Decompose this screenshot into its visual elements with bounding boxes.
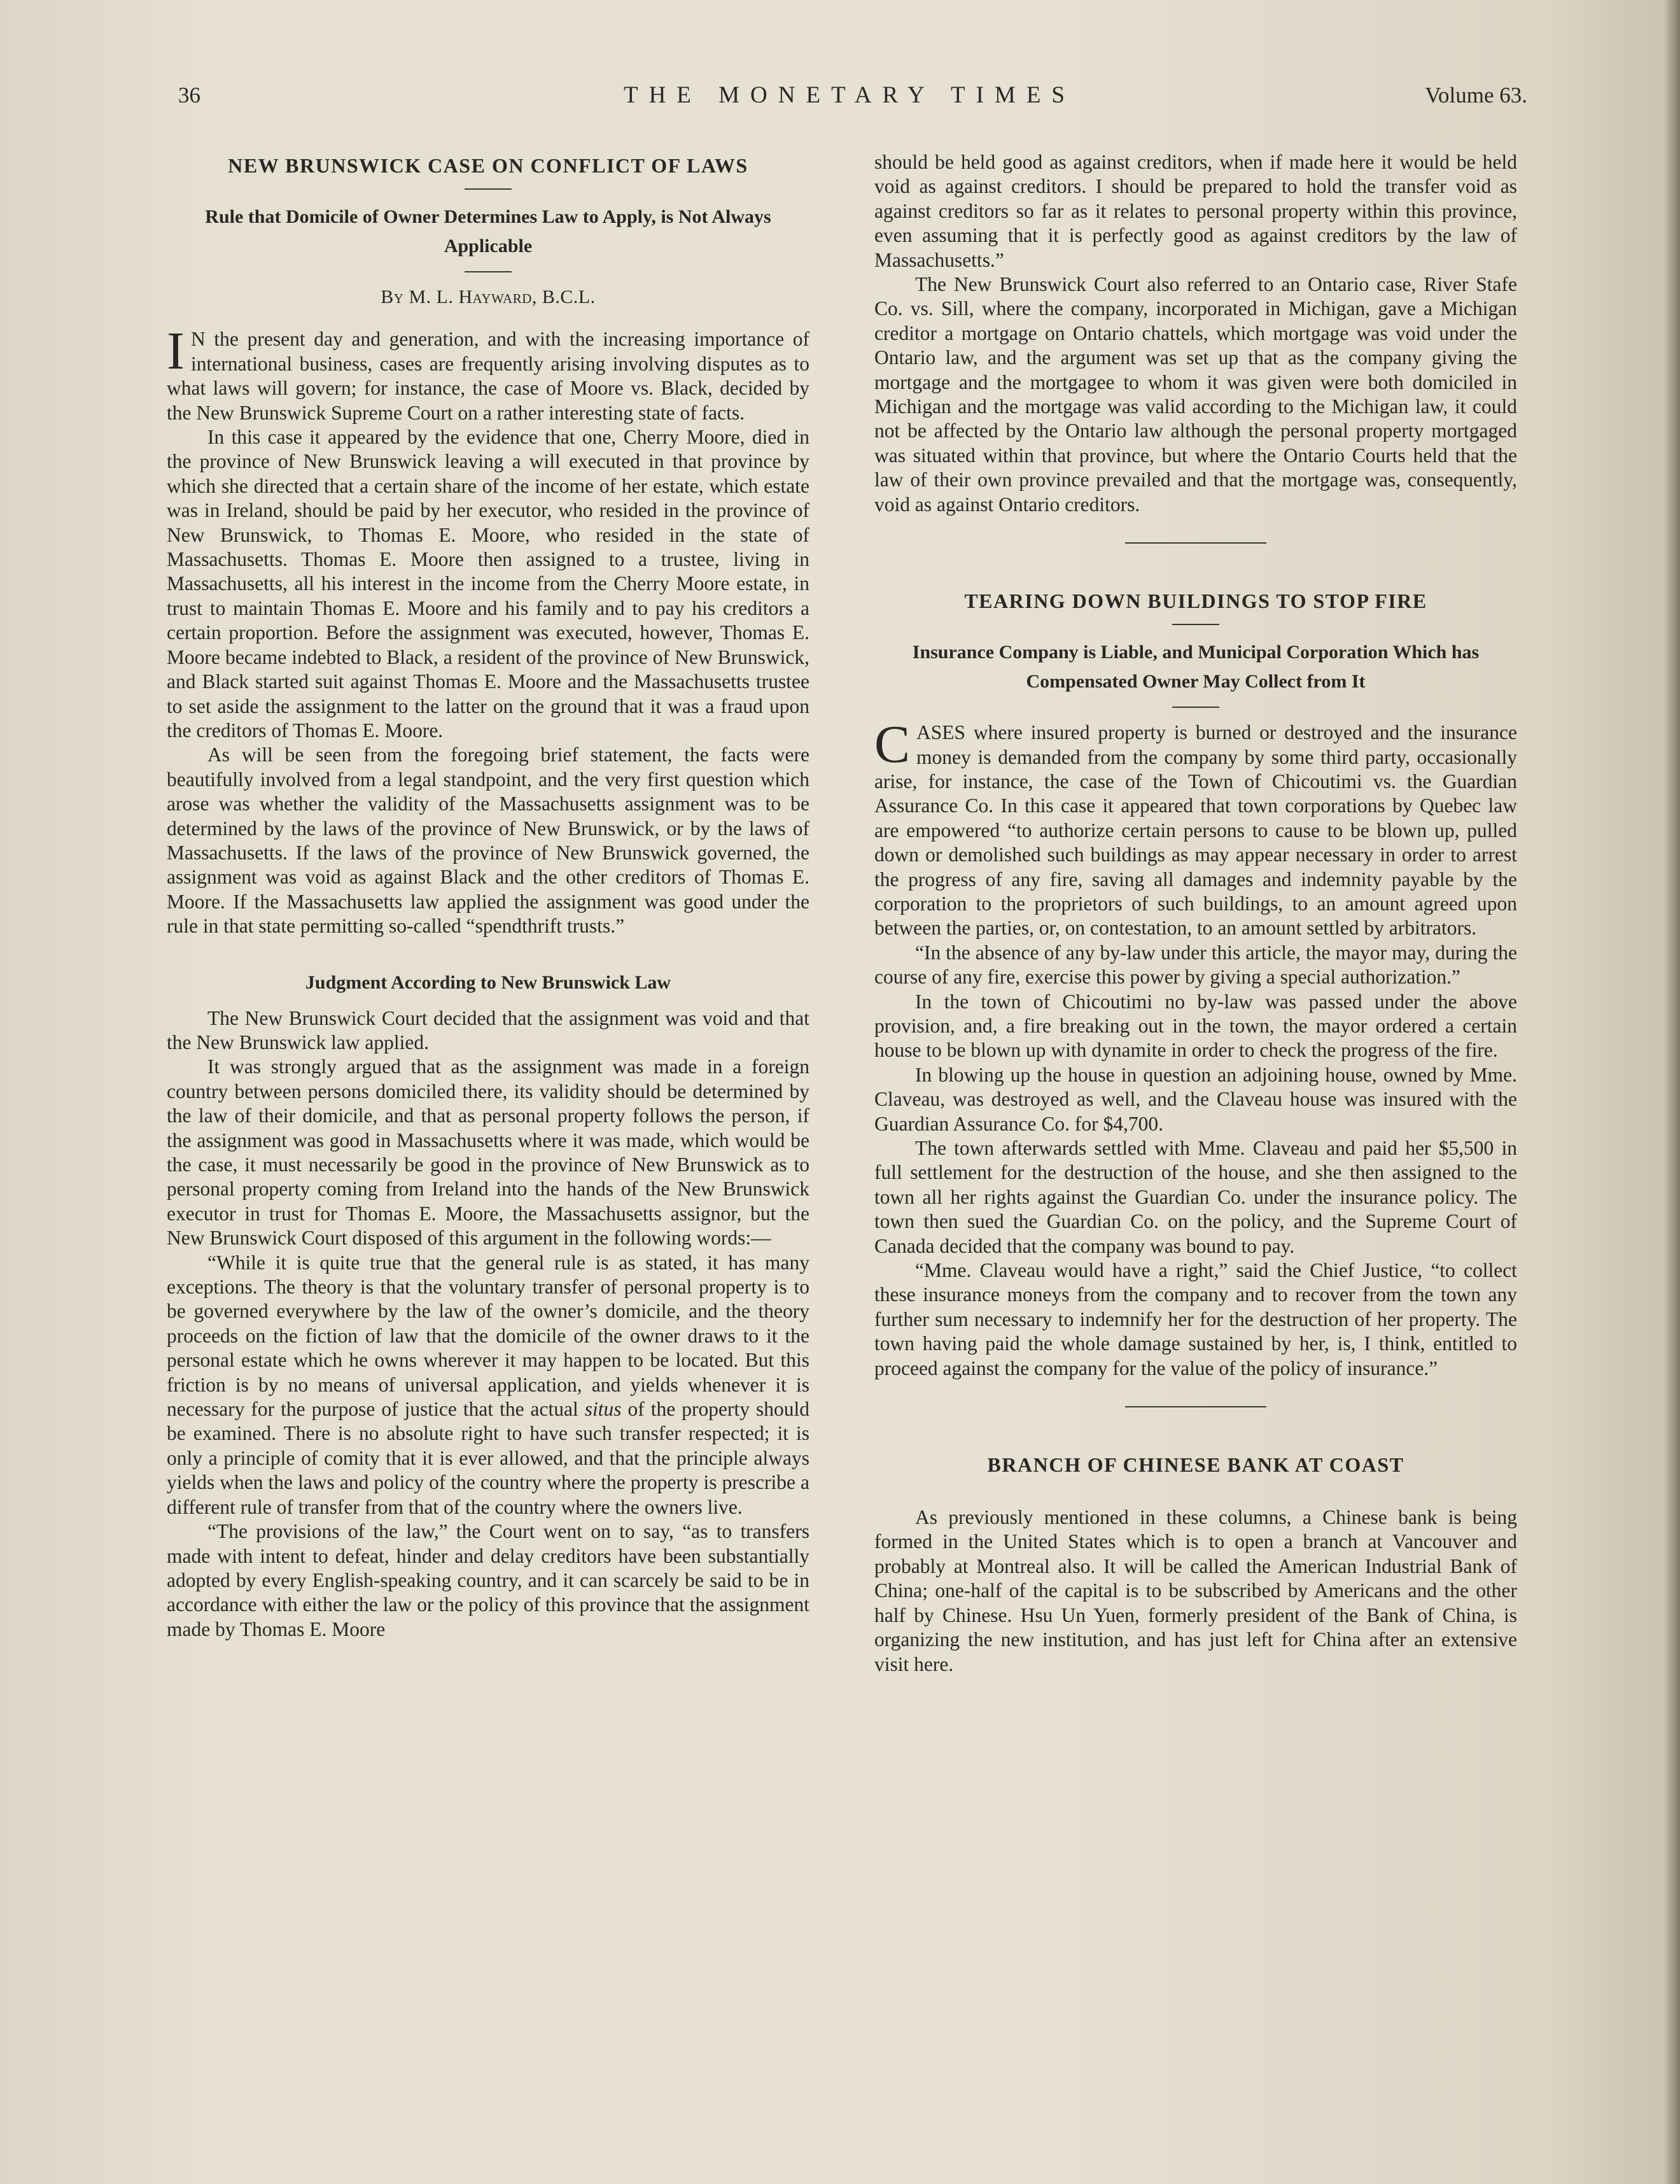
article1-paragraph-6 (167, 1251, 809, 1519)
article1-subtitle: Rule that Domicile of Owner Determines Law to Apply, is Not Always Applicable (205, 206, 771, 257)
italic-term: situs (584, 1398, 622, 1421)
article2-paragraph-2: “In the absence of any by-law under this article, the mayor may, during the course of any fire, exercise this power by giving a special authorization.” (874, 941, 1517, 989)
article2-paragraph-5: The town afterwards settled with Mme. Claveau and paid her $5,500 in full settlement for the destruction of the house, and she then assigned to the town all her rights against the Guardian Co. under the insurance policy. The town then sued the Guardian Co. on the policy, and the Supreme Court of Canada decided that the company was bound to pay. (874, 1137, 1517, 1257)
article1-paragraph-2: In this case it appeared by the evidence that one, Cherry Moore, died in the province of New Brunswick leaving a will executed in that province by which she directed that a certain share of the income of her estate, which estate was in Ireland, should be paid by her executor, who resided in the province of New Brunswick, to Thomas E. Moore, who resided in the state of Massachusetts. Thomas E. Moore then assigned to a trustee, living in Massachusetts, all his interest in the income from the Cherry Moore estate, in trust to maintain Thomas E. Moore and his family and to pay his creditors a certain proportion. Before the assignment was executed, however, Thomas E. Moore became indebted to Black, a resident of the province of New Brunswick, and Black started suit against Thomas E. Moore and the Massachusetts trustee to set aside the assignment to the latter on the ground that it was a fraud upon the creditors of Thomas E. Moore. (167, 426, 809, 742)
article3-title: BRANCH OF CHINESE BANK AT COAST (987, 1453, 1404, 1477)
volume-label: Volume 63. (1425, 83, 1527, 108)
byline-name: M. L. Hayward, B.C.L. (409, 286, 596, 307)
quote-text-before: “While it is quite true that the general rule is as stated, it has many exceptions. The theory is that the voluntary transfer of personal property is to be governed everywhere by the law of the owner’s domicile, and the theory proceeds on the fiction of law that the domicile of the owner draws to it the personal estate which he owns wherever it may happen to be located. But this friction is by no means of universal application, and yields whenever it is necessary for the purpose of justice that the actual (167, 1251, 809, 1421)
title-rule (1172, 624, 1219, 625)
running-header (172, 81, 1527, 120)
article-separator-rule (1125, 542, 1266, 544)
byline-prefix: By (381, 286, 404, 307)
article2-paragraph-4: In blowing up the house in question an adjoining house, owned by Mme. Claveau, was destroyed as well, and the Claveau house was insured with the Guardian Assurance Co. for $4,700. (874, 1063, 1517, 1135)
article2-paragraph-6: “Mme. Claveau would have a right,” said the Chief Justice, “to collect these insurance moneys from the company and to recover from the town any further sum necessary to indemnify her for the destruction of her property. The town having paid the whole damage sustained by her, is, I think, entitled to proceed against the company for the value of the policy of insurance.” (874, 1259, 1517, 1379)
page-edge-shadow (1663, 0, 1680, 2184)
article1-paragraph-4: The New Brunswick Court decided that the assignment was void and that the New Brunswick law applied. (167, 1006, 809, 1053)
page-number: 36 (178, 83, 200, 108)
article1-paragraph-3: As will be seen from the foregoing brief statement, the facts were beautifully involved from a legal standpoint, and the very first question which arose was whether the validity of the Massachusetts assignment was to be determined by the laws of the province of New Brunswick, or by the laws of Massachusetts. If the laws of the province of New Brunswick governed, the assignment was void as against Black and the other creditors of Thomas E. Moore. If the Massachusetts law applied the assignment was good under the rule in that state permitting so-called “spendthrift trusts.” (167, 743, 809, 938)
article-separator-rule (1125, 1406, 1266, 1407)
title-rule (465, 188, 512, 190)
article1-paragraph-9: The New Brunswick Court also referred to an Ontario case, River Stafe Co. vs. Sill, where the company, incorporated in Michigan, gave a Michigan creditor a mortgage on Ontario chattels, which mortgage was void under the Ontario law, and the argument was set up that as the company giving the mortgage and the mortgagee to whom it was given were both domiciled in Michigan and the mortgage was valid according to the Michigan law, it could not be affected by the Ontario law although the personal property mortgaged was situated within that province, but where the Ontario Courts held that the law of their own province prevailed and that the mortgage was, consequently, void as against Ontario creditors. (874, 273, 1517, 516)
section-heading: Judgment According to New Brunswick Law (305, 971, 671, 993)
dropcap-letter: I (167, 321, 185, 381)
publication-title: THE MONETARY TIMES (623, 82, 1076, 108)
article1-paragraph-8: should be held good as against creditors, when if made here it would be held void as against creditors. I should be prepared to hold the transfer void as against creditors so far as it relates to personal property within this province, even assuming that it is perfectly good as against creditors by the law of Massachusetts.” (874, 151, 1517, 271)
article1-paragraph-5: It was strongly argued that as the assignment was made in a foreign country between persons domiciled there, its validity should be determined by the law of their domicile, and that as personal property follows the person, if the assignment was good in Massachusetts where it was made, which would be the case, it must necessarily be good in the province of New Brunswick as to personal property coming from Ireland into the hands of the New Brunswick executor in trust for Thomas E. Moore, the Massachusetts assignor, but the New Brunswick Court disposed of this argument in the following words:— (167, 1055, 809, 1250)
dropcap-letter: C (874, 715, 911, 775)
paragraph-text: ASES where insured property is burned or destroyed and the insurance money is demanded from the company by some third party, occasionally arise, for instance, the case of the Town of Chicoutimi vs. the Guardian Assurance Co. In this case it appeared that town corporations by Quebec law are empowered “to authorize certain persons to cause to be blown up, pulled down or demolished such buildings as may appear necessary in order to arrest the progress of any fire, saving all damages and indemnity payable by the corporation to the proprietors of such buildings, to an amount agreed upon between the parties, or, on contestation, to an amount settled by arbitrators. (874, 721, 1517, 940)
article3-paragraph-1: As previously mentioned in these columns, a Chinese bank is being formed in the United States which is to open a branch at Vancouver and probably at Montreal also. It will be called the American Industrial Bank of China; one-half of the capital is to be subscribed by Americans and the other half by Chinese. Hsu Un Yuen, formerly president of the Bank of China, is organizing the new institution, and has just left for China after an extensive visit here. (874, 1506, 1517, 1675)
article2-title: TEARING DOWN BUILDINGS TO STOP FIRE (964, 589, 1427, 613)
article1-title: NEW BRUNSWICK CASE ON CONFLICT OF LAWS (228, 154, 748, 177)
spacer (874, 1477, 1517, 1505)
article2-subtitle: Insurance Company is Liable, and Municipal Corporation Which has Compensated Owner May Collect from It (912, 642, 1480, 693)
article1-byline (167, 285, 809, 309)
article2-paragraph-1 (874, 715, 1517, 941)
right-column (874, 150, 1517, 2111)
left-column (167, 153, 809, 2113)
article1-paragraph-7: “The provisions of the law,” the Court went on to say, “as to transfers made with intent to defeat, hinder and delay creditors have been substantially adopted by every English-speaking country, and it can scarcely be said to be in accordance with either the law or the policy of this province that the assignment made by Thomas E. Moore (167, 1520, 809, 1640)
article1-paragraph-1 (167, 321, 809, 425)
paragraph-text: N the present day and generation, and with the increasing importance of international business, cases are frequently arising involving disputes as to what laws will govern; for instance, the case of Moore vs. Black, decided by the New Brunswick Supreme Court on a rather interesting state of facts. (167, 328, 809, 424)
article2-paragraph-3: In the town of Chicoutimi no by-law was passed under the above provision, and, a fire breaking out in the town, the mayor ordered a certain house to be blown up with dynamite in order to check the progress of the fire. (874, 990, 1517, 1062)
quote-text-after: of the property should be examined. There is no absolute right to have such transfer respected; it is only a principle of comity that it is ever allowed, and that the principle always yields when the laws and policy of the country where the property is prescribe a different rule of transfer from that of the country where the owners live. (167, 1398, 809, 1518)
subtitle-rule (1172, 707, 1219, 708)
subtitle-rule (465, 271, 512, 272)
